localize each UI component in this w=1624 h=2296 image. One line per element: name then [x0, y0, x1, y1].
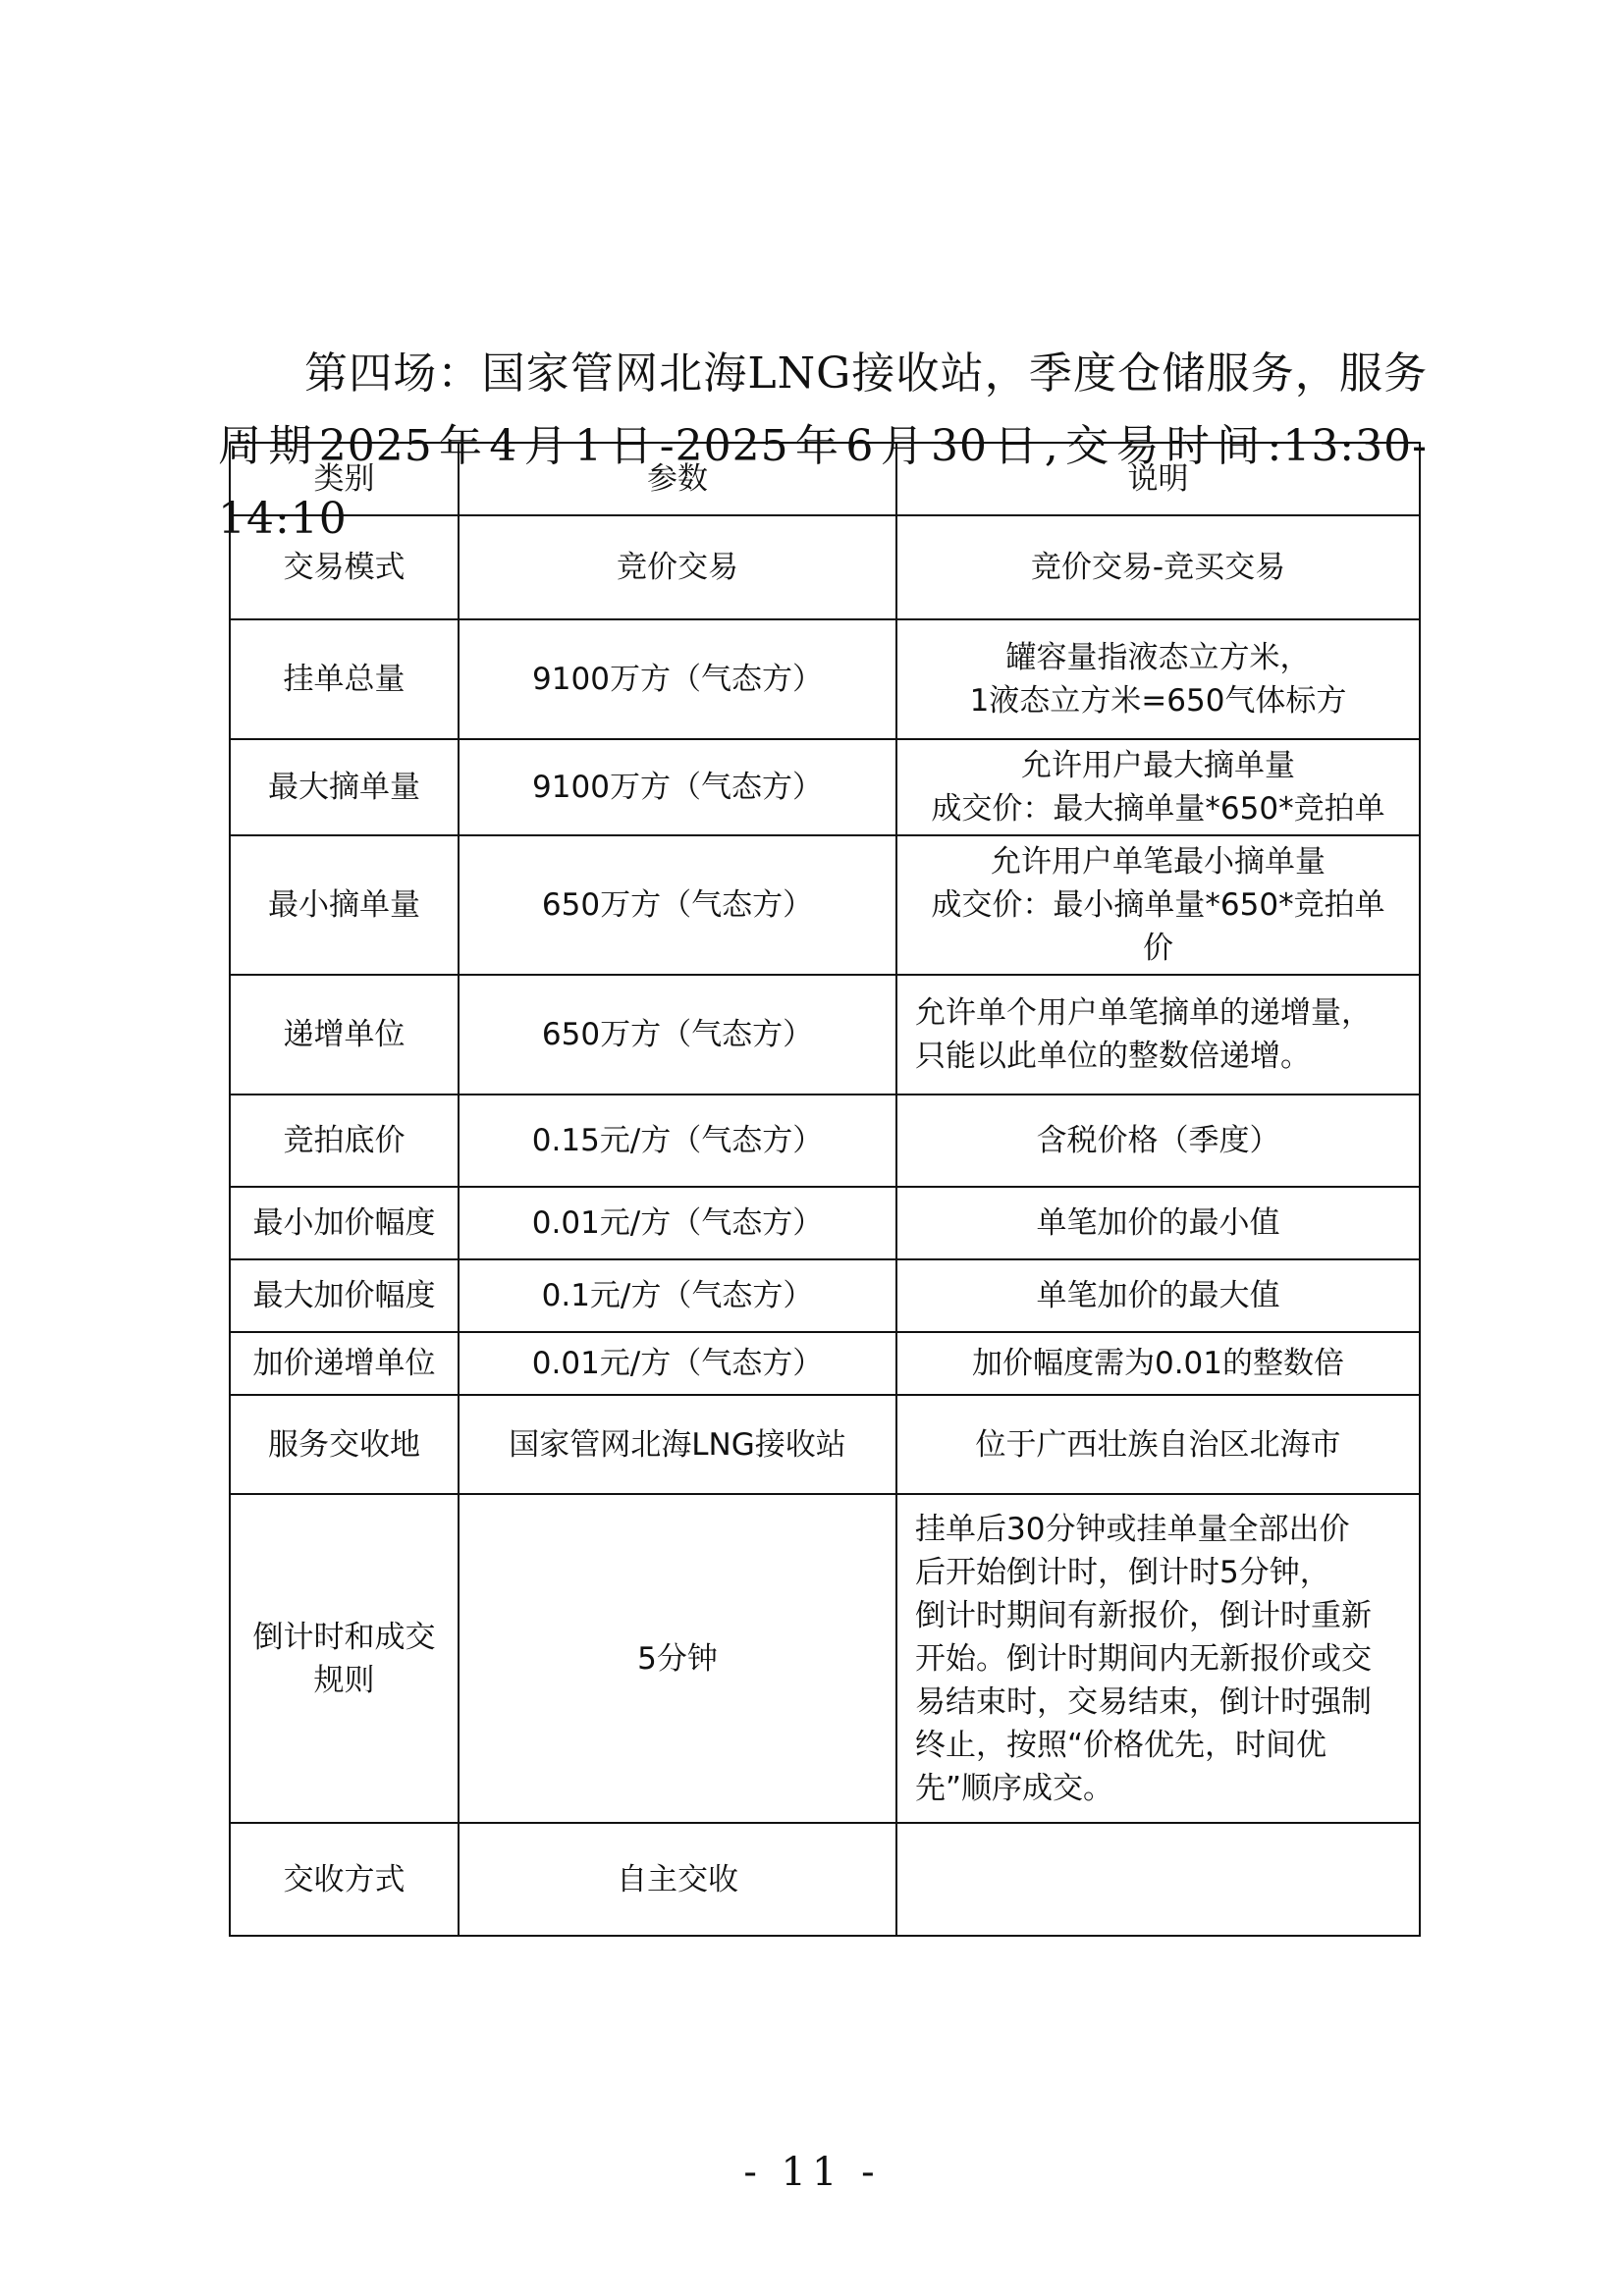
category-cell: 服务交收地 — [230, 1395, 459, 1494]
parameter-cell: 0.01元/方（气态方） — [459, 1187, 896, 1259]
parameter-cell: 650万方（气态方） — [459, 835, 896, 975]
header-category: 类别 — [230, 443, 459, 515]
table-row-max-pick — [230, 739, 1420, 835]
category-cell: 最小加价幅度 — [230, 1187, 459, 1259]
parameter-cell: 5分钟 — [459, 1494, 896, 1823]
header-parameter: 参数 — [459, 443, 896, 515]
description-line: 成交价：最小摘单量*650*竞拍单 — [931, 887, 1385, 923]
description-line: 允许单个用户单笔摘单的递增量， — [915, 995, 1372, 1031]
intro-paragraph: 第四场：国家管网北海LNG接收站，季度仓储服务，服务周期2025年4月1日-2025年6月30日,交易时间:13:30-14:10 — [218, 348, 1428, 544]
description-cell — [896, 1823, 1420, 1936]
parameter-cell: 650万方（气态方） — [459, 975, 896, 1095]
table-row-total-listing — [230, 619, 1420, 739]
description-line: 允许用户单笔最小摘单量 — [991, 844, 1326, 880]
table-row-min-pick — [230, 835, 1420, 975]
description-line: 罐容量指液态立方米， — [1005, 640, 1311, 675]
description-cell — [896, 1187, 1420, 1259]
parameter-cell: 9100万方（气态方） — [459, 739, 896, 835]
parameter-cell: 0.15元/方（气态方） — [459, 1095, 896, 1187]
parameter-cell: 9100万方（气态方） — [459, 619, 896, 739]
page-number: - 11 - — [743, 2150, 881, 2195]
category-cell: 交易模式 — [230, 515, 459, 619]
parameter-cell: 竞价交易 — [459, 515, 896, 619]
description-line: 先”顺序成交。 — [915, 1770, 1114, 1806]
description-line: 允许用户最大摘单量 — [1021, 748, 1295, 783]
category-line: 规则 — [313, 1662, 375, 1698]
table-row-max-markup — [230, 1259, 1420, 1332]
category-cell: 递增单位 — [230, 975, 459, 1095]
description-line: 单笔加价的最大值 — [1036, 1278, 1280, 1313]
description-line: 价 — [1143, 931, 1173, 966]
description-line: 单笔加价的最小值 — [1036, 1205, 1280, 1241]
category-cell: 最大加价幅度 — [230, 1259, 459, 1332]
description-line: 倒计时期间有新报价，倒计时重新 — [915, 1597, 1372, 1633]
table-row-markup-unit — [230, 1332, 1420, 1395]
description-line: 1液态立方米=650气体标方 — [969, 683, 1347, 719]
description-cell — [896, 515, 1420, 619]
description-line: 终止，按照“价格优先，时间优 — [915, 1727, 1327, 1763]
table-row-countdown-rules — [230, 1494, 1420, 1823]
category-line: 倒计时和成交 — [252, 1619, 436, 1655]
description-cell — [896, 1494, 1420, 1823]
header-description: 说明 — [896, 443, 1420, 515]
category-cell: 最小摘单量 — [230, 835, 459, 975]
table-row-trading-mode — [230, 515, 1420, 619]
parameter-table — [229, 442, 1421, 1937]
table-row-increment-unit — [230, 975, 1420, 1095]
description-line: 位于广西壮族自治区北海市 — [975, 1426, 1341, 1463]
category-cell — [230, 1494, 459, 1823]
category-cell: 交收方式 — [230, 1823, 459, 1936]
description-cell — [896, 1395, 1420, 1494]
category-cell: 加价递增单位 — [230, 1332, 459, 1395]
parameter-cell: 0.1元/方（气态方） — [459, 1259, 896, 1332]
category-cell: 竞拍底价 — [230, 1095, 459, 1187]
description-line: 成交价：最大摘单量*650*竞拍单 — [931, 791, 1385, 827]
table-row-min-markup — [230, 1187, 1420, 1259]
description-cell — [896, 1259, 1420, 1332]
description-cell — [896, 619, 1420, 739]
description-cell — [896, 1095, 1420, 1187]
description-cell — [896, 835, 1420, 975]
description-cell — [896, 739, 1420, 835]
description-line: 竞价交易-竞买交易 — [1030, 550, 1286, 585]
parameter-cell: 国家管网北海LNG接收站 — [459, 1395, 896, 1494]
description-line: 开始。倒计时期间内无新报价或交 — [915, 1640, 1372, 1677]
description-line: 加价幅度需为0.01的整数倍 — [971, 1346, 1345, 1381]
description-line: 只能以此单位的整数倍递增。 — [915, 1039, 1311, 1074]
description-line: 挂单后30分钟或挂单量全部出价 — [915, 1511, 1350, 1547]
table-row-delivery-method — [230, 1823, 1420, 1936]
description-line: 易结束时，交易结束，倒计时强制 — [915, 1683, 1372, 1720]
parameter-cell: 0.01元/方（气态方） — [459, 1332, 896, 1395]
category-cell: 挂单总量 — [230, 619, 459, 739]
description-cell — [896, 1332, 1420, 1395]
parameter-cell: 自主交收 — [459, 1823, 896, 1936]
category-cell: 最大摘单量 — [230, 739, 459, 835]
table-row-delivery-site — [230, 1395, 1420, 1494]
description-cell — [896, 975, 1420, 1095]
table-row-reserve-price — [230, 1095, 1420, 1187]
description-line: 含税价格（季度） — [1036, 1123, 1280, 1158]
table-header-row — [230, 443, 1420, 515]
description-line: 后开始倒计时，倒计时5分钟， — [915, 1554, 1330, 1590]
